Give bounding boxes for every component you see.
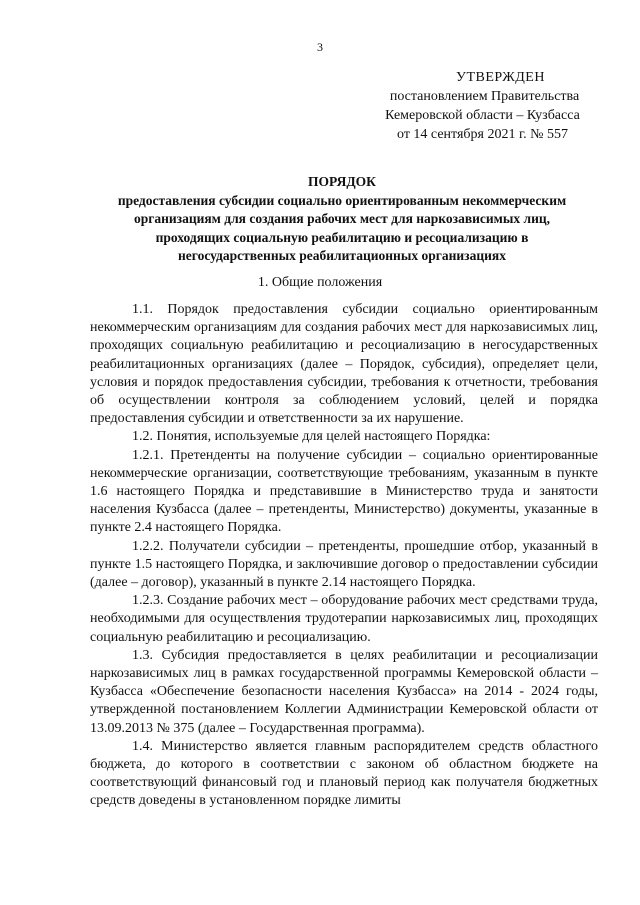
document-title-line: негосударственных реабилитационных организациях bbox=[178, 248, 506, 263]
approval-title: УТВЕРЖДЕН bbox=[456, 70, 545, 85]
paragraph: 1.3. Субсидия предоставляется в целях реабилитации и ресоциализации наркозависимых лиц в рамках государственной программы Кемеровской области – Кузбасса «Обеспечение безопасности населения Кузбасса» на 2014 - 2024 годы, утвержденной постановлением Коллегии Администрации Кемеровской области от 13.09.2013 № 375 (далее – Государственная программа). bbox=[90, 647, 598, 736]
approval-stamp bbox=[365, 68, 600, 144]
paragraph: 1.1. Порядок предоставления субсидии социально ориентированным некоммерческим организациям для создания рабочих мест для наркозависимых лиц, проходящих социальную реабилитацию и ресоциализацию в негосударственных реабилитационных организациях (далее – Порядок, субсидия), определяет цели, условия и порядок предоставления субсидии, требования к отчетности, требования об осуществлении контроля за соблюдением условий, целей и порядка предоставления субсидии и ответственности за их нарушение. bbox=[90, 302, 598, 427]
paragraph: 1.4. Министерство является главным распорядителем средств областного бюджета, до которого в соответствии с законом об областном бюджете на соответствующий финансовый год и плановый период как получателя бюджетных средств доведены в установленном порядке лимиты bbox=[90, 738, 598, 809]
approval-line: от 14 сентября 2021 г. № 557 bbox=[397, 127, 568, 142]
document-title bbox=[88, 173, 596, 266]
document-title-main: ПОРЯДОК bbox=[308, 174, 376, 189]
document-title-line: организациям для создания рабочих мест для наркозависимых лиц, bbox=[133, 211, 551, 226]
paragraph: 1.2.3. Создание рабочих мест – оборудование рабочих мест средствами труда, необходимыми для осуществления трудотерапии наркозависимых лиц, проходящих социальную реабилитацию и ресоциализацию. bbox=[90, 593, 598, 645]
paragraph: 1.2. Понятия, используемые для целей настоящего Порядка: bbox=[132, 429, 491, 445]
body-text bbox=[90, 301, 598, 811]
document-title-line: проходящих социальную реабилитацию и ресоциализацию в bbox=[155, 229, 529, 245]
approval-line: постановлением Правительства bbox=[389, 89, 580, 104]
approval-line: Кемеровской области – Кузбасса bbox=[385, 108, 580, 123]
document-title-line: предоставления субсидии социально ориентированным некоммерческим bbox=[117, 192, 567, 208]
paragraph: 1.2.2. Получатели субсидии – претенденты, прошедшие отбор, указанный в пункте 1.5 настоящего Порядка, и заключившие договор о предоставлении субсидии (далее – договор), указанный в пункте 2.14 настоящего Порядка. bbox=[90, 538, 598, 591]
paragraph: 1.2.1. Претенденты на получение субсидии – социально ориентированные некоммерческие организации, соответствующие требованиям, указанным в пункте 1.6 настоящего Порядка и представившие в Министерство труда и занятости населения Кузбасса (далее – претенденты, Министерство) документы, указанные в пункте 2.4 настоящего Порядка. bbox=[90, 447, 598, 536]
page-number: 3 bbox=[317, 40, 323, 54]
section-heading: 1. Общие положения bbox=[257, 275, 383, 290]
